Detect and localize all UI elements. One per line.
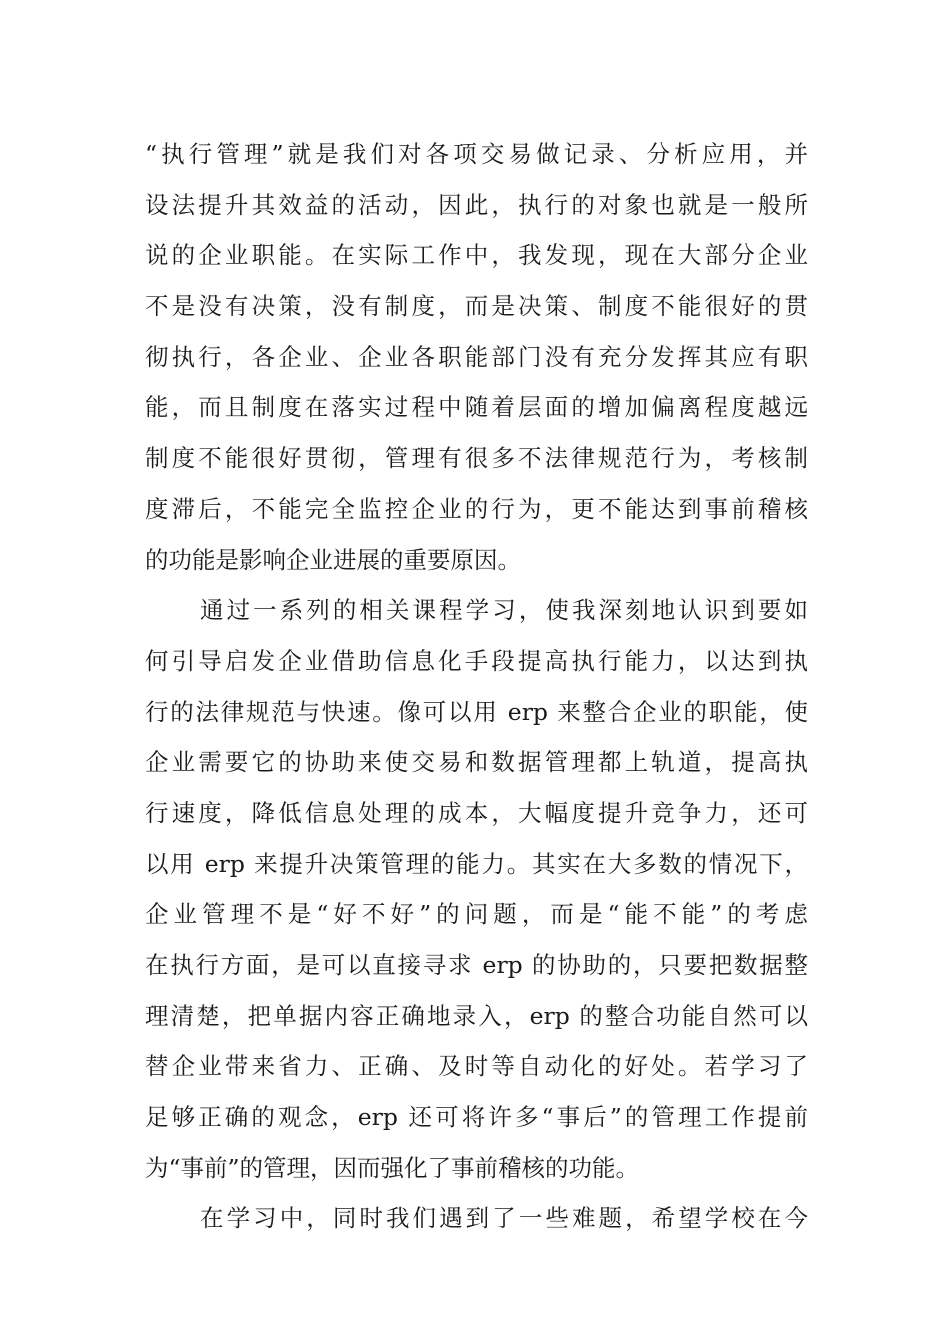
paragraph-3 [145,1193,808,1244]
text-line: 行速度，降低信息处理的成本，大幅度提升竞争力，还可 [145,798,808,827]
text-line: “执行管理”就是我们对各项交易做记录、分析应用，并 [145,140,808,168]
text-line: 通过一系列的相关课程学习，使我深刻地认识到要如 [200,596,808,625]
paragraph-1 [145,129,808,585]
text-line: 在执行方面，是可以直接寻求 erp 的协助的，只要把数据整 [145,951,808,979]
text-line: 企业需要它的协助来使交易和数据管理都上轨道，提高执 [145,748,808,777]
text-line: 彻执行，各企业、企业各职能部门没有充分发挥其应有职 [145,342,808,371]
text-line: 足够正确的观念，erp 还可将许多“事后”的管理工作提前 [145,1103,808,1132]
text-line: 行的法律规范与快速。像可以用 erp 来整合企业的职能，使 [145,697,808,726]
body-text [145,129,808,1244]
text-line: 为“事前”的管理，因而强化了事前稽核的功能。 [145,1153,640,1182]
text-line: 设法提升其效益的活动，因此，执行的对象也就是一般所 [145,190,808,219]
text-line: 替企业带来省力、正确、及时等自动化的好处。若学习了 [145,1052,808,1081]
paragraph-2 [145,585,808,1193]
text-line: 以用 erp 来提升决策管理的能力。其实在大多数的情况下， [145,849,808,878]
text-line: 能，而且制度在落实过程中随着层面的增加偏离程度越远 [145,393,808,422]
text-line: 不是没有决策，没有制度，而是决策、制度不能很好的贯 [145,292,808,321]
text-line: 在学习中，同时我们遇到了一些难题，希望学校在今 [200,1204,808,1233]
text-line: 制度不能很好贯彻，管理有很多不法律规范行为，考核制 [145,444,808,473]
text-line: 理清楚，把单据内容正确地录入，erp 的整合功能自然可以 [145,1001,808,1030]
text-line: 说的企业职能。在实际工作中，我发现，现在大部分企业 [145,241,808,270]
text-line: 的功能是影响企业进展的重要原因。 [145,545,521,574]
text-line: 何引导启发企业借助信息化手段提高执行能力，以达到执 [145,646,808,675]
text-line: 度滞后，不能完全监控企业的行为，更不能达到事前稽核 [145,494,808,523]
text-line: 企业管理不是“好不好”的问题，而是“能不能”的考虑 [145,900,808,929]
